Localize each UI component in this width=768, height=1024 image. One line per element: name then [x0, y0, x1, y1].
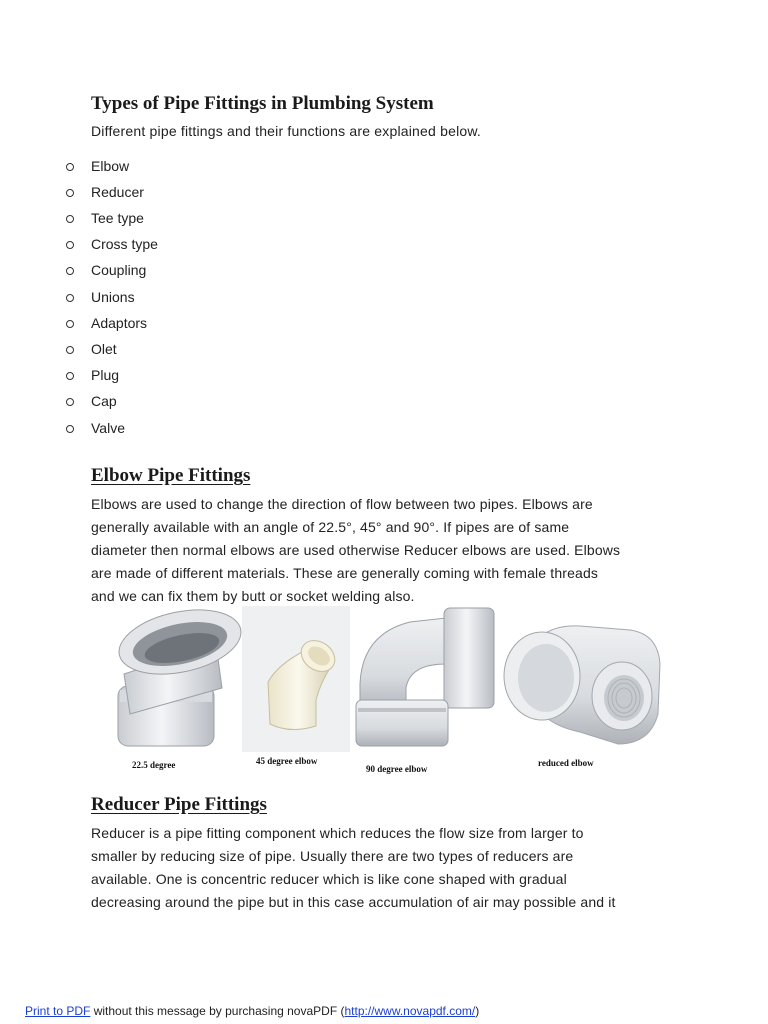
circle-bullet-icon — [66, 267, 74, 275]
caption-22-5-degree: 22.5 degree — [132, 760, 176, 770]
novapdf-url-link[interactable]: http://www.novapdf.com/ — [344, 1004, 476, 1018]
reduced-elbow-photo — [504, 626, 660, 744]
list-item: Cross type — [0, 233, 300, 255]
reducer-paragraph: Reducer is a pipe fitting component which reduces the flow size from larger to smaller by reducing size of pipe. Usually there are two types of reducers are available. One is concentric reducer which is like cone shaped with gradual decreasing around the pipe but in this case accumulation of air may possible and it — [91, 825, 616, 910]
circle-bullet-icon — [66, 346, 74, 354]
elbow-fittings-image — [110, 604, 670, 776]
elbow-45-degree-photo — [242, 606, 350, 752]
caption-90-degree-elbow: 90 degree elbow — [366, 764, 428, 774]
list-item: Unions — [0, 286, 300, 308]
list-item: Valve — [0, 417, 300, 439]
circle-bullet-icon — [66, 294, 74, 302]
elbow-22-5-degree-photo — [113, 604, 247, 746]
circle-bullet-icon — [66, 241, 74, 249]
list-item: Plug — [0, 364, 300, 386]
list-item: Elbow — [0, 155, 300, 177]
print-to-pdf-link[interactable]: Print to PDF — [25, 1004, 91, 1018]
circle-bullet-icon — [66, 163, 74, 171]
circle-bullet-icon — [66, 425, 74, 433]
elbow-90-degree-photo — [356, 608, 494, 746]
circle-bullet-icon — [66, 215, 74, 223]
section-heading-elbow: Elbow Pipe Fittings — [91, 465, 251, 486]
circle-bullet-icon — [66, 372, 74, 380]
section-heading-reducer: Reducer Pipe Fittings — [91, 794, 267, 815]
list-item: Reducer — [0, 181, 300, 203]
pdf-footer-notice: Print to PDF without this message by purchasing novaPDF (http://www.novapdf.com/) — [25, 1004, 480, 1018]
elbow-paragraph: Elbows are used to change the direction of flow between two pipes. Elbows are generally available with an angle of 22.5°, 45° and 90°. If pipes are of same diameter then normal elbows are used otherwise Reducer elbows are used. Elbows are made of different materials. These are generally coming with female threads and we can fix them by butt or socket welding also. — [91, 496, 621, 604]
intro-text: Different pipe fittings and their functions are explained below. — [91, 123, 481, 139]
circle-bullet-icon — [66, 189, 74, 197]
list-item: Olet — [0, 338, 300, 360]
caption-45-degree-elbow: 45 degree elbow — [256, 756, 318, 766]
caption-reduced-elbow: reduced elbow — [538, 758, 594, 768]
list-item: Adaptors — [0, 312, 300, 334]
list-item: Cap — [0, 390, 300, 412]
list-item: Coupling — [0, 259, 300, 281]
list-item: Tee type — [0, 207, 300, 229]
circle-bullet-icon — [66, 398, 74, 406]
circle-bullet-icon — [66, 320, 74, 328]
page-title: Types of Pipe Fittings in Plumbing System — [91, 93, 434, 114]
